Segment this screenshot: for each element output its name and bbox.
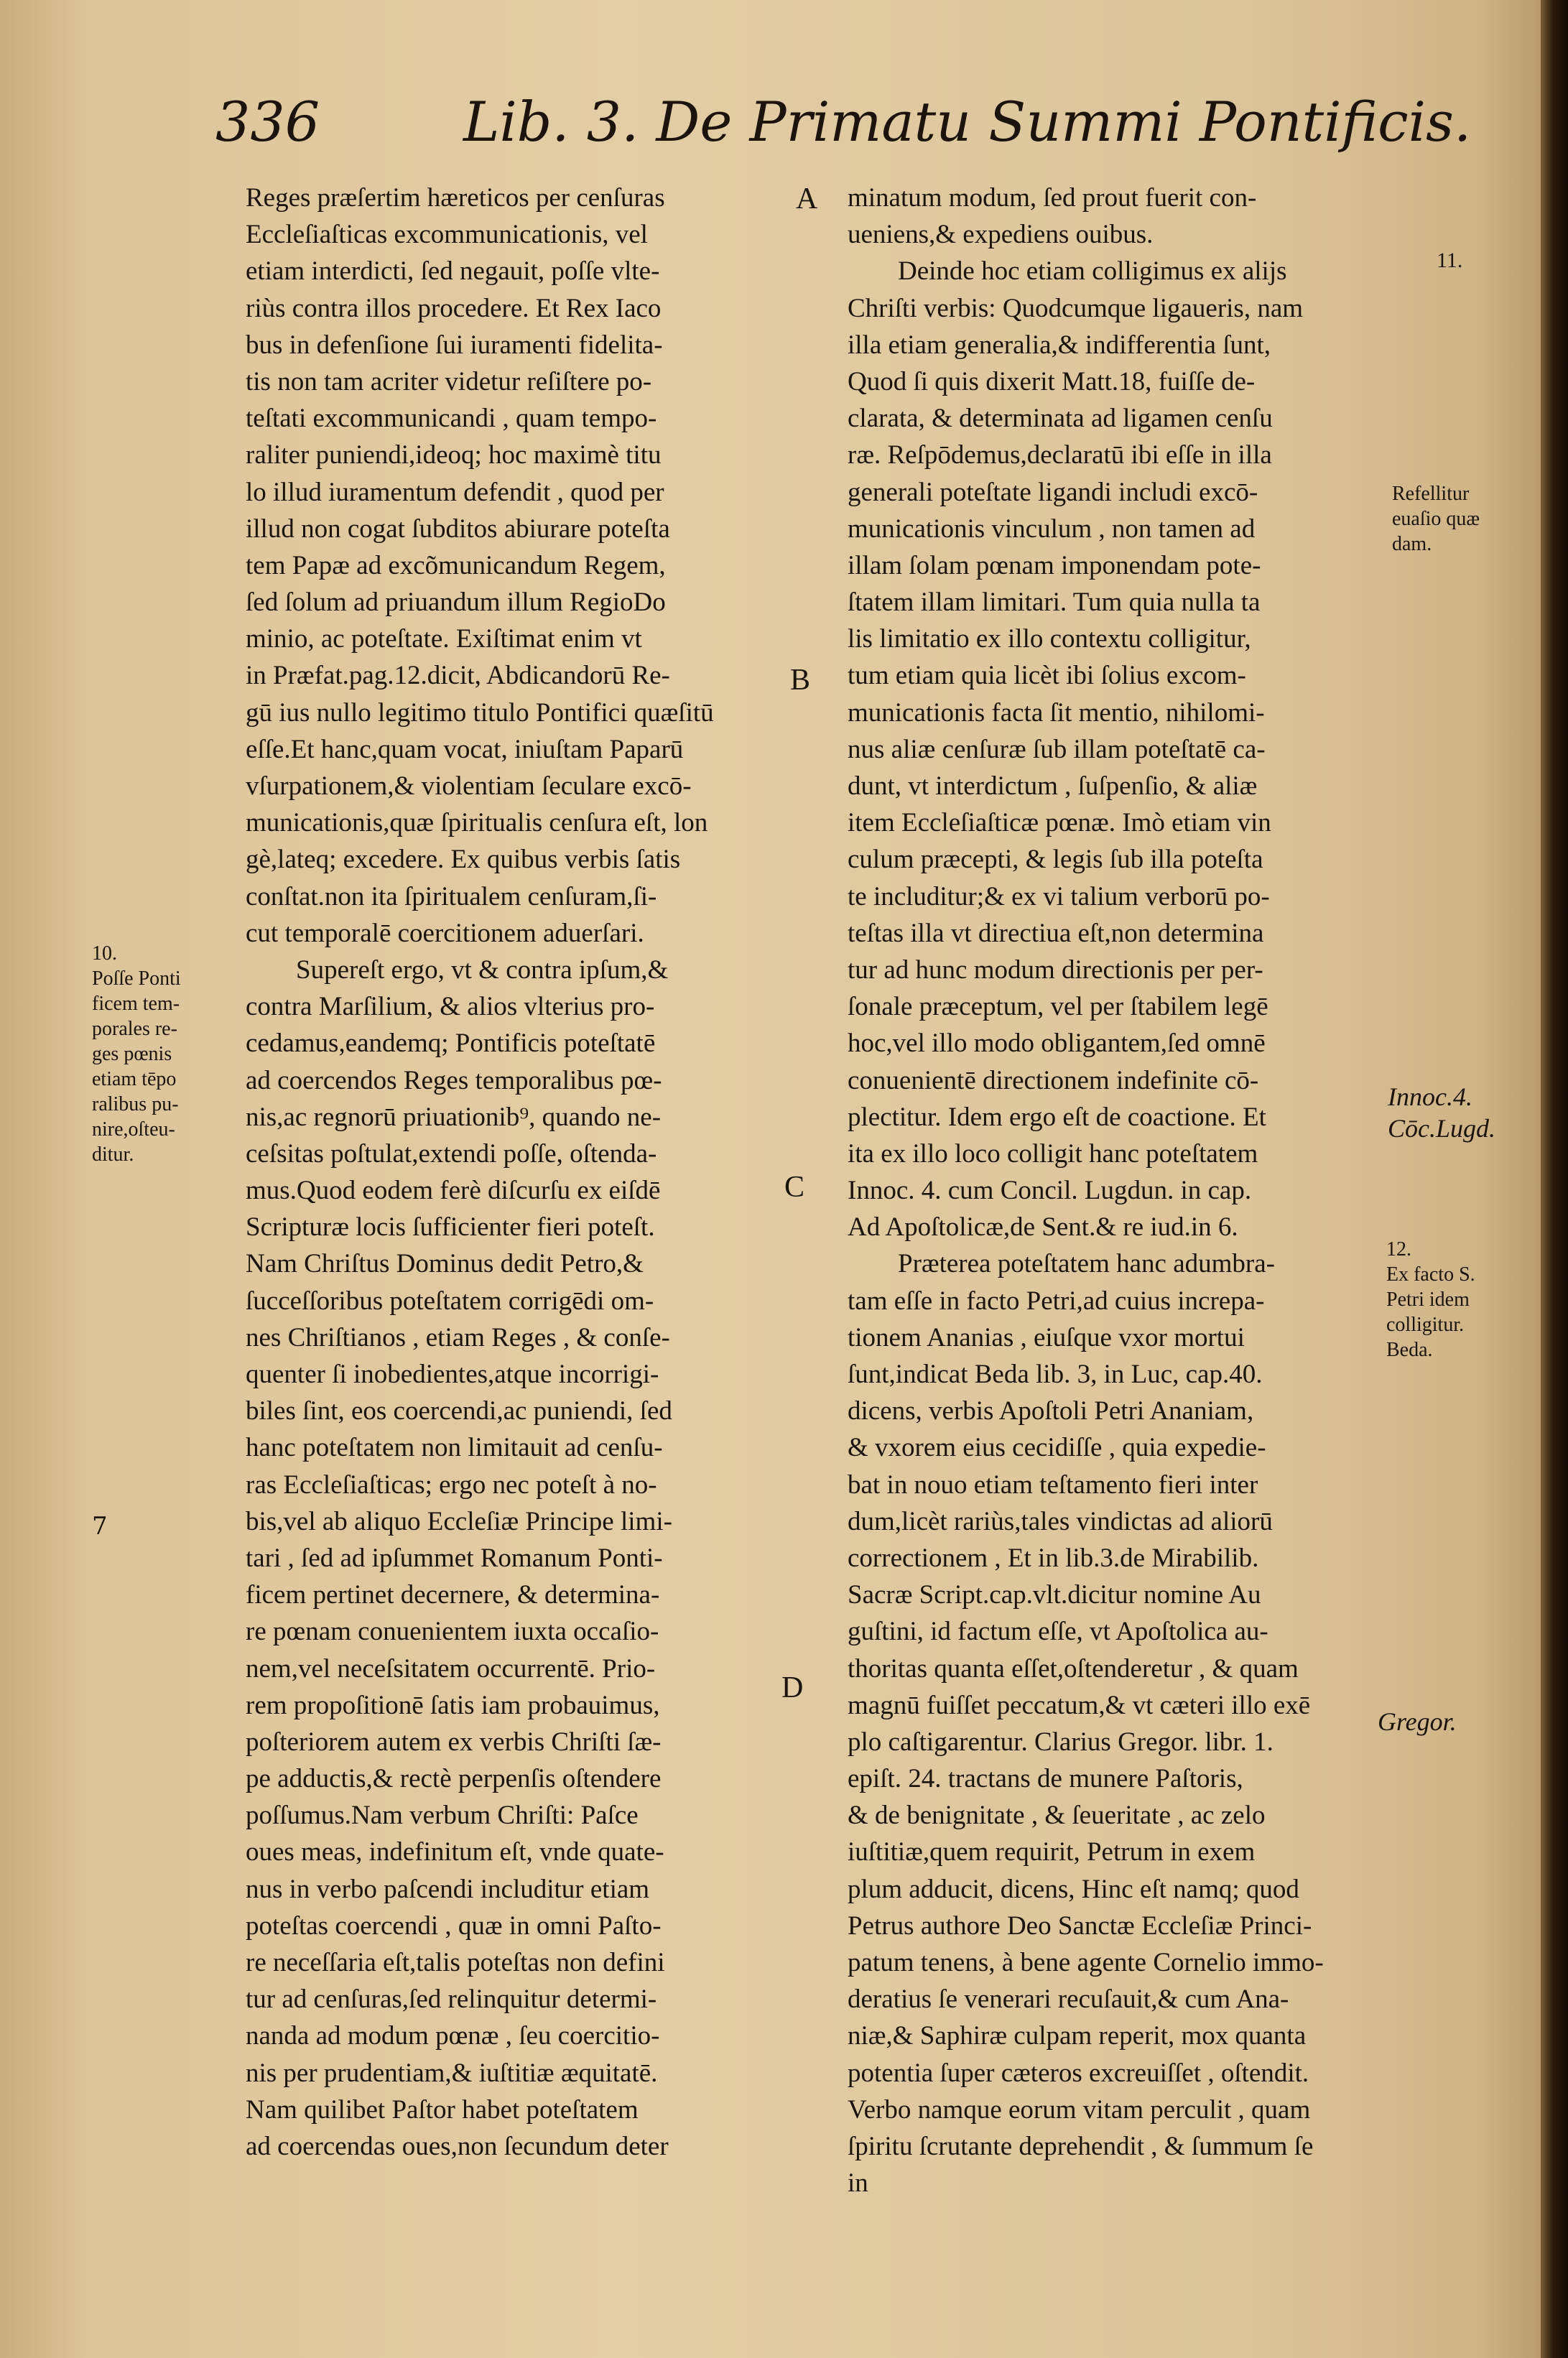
book-edge xyxy=(1541,0,1568,2358)
text-line: raliter puniendi,ideoq; hoc maximè titu xyxy=(246,440,662,470)
text-line: teſtas illa vt directiua eſt,non determina xyxy=(848,918,1264,948)
text-line: re neceſſaria eſt,talis poteſtas non defini xyxy=(246,1948,665,1977)
text-line: poteſtas coercendi , quæ in omni Paſto- xyxy=(246,1911,662,1941)
margin-note-line: Ex facto S. xyxy=(1386,1263,1475,1286)
margin-note-line: 10. xyxy=(92,942,117,965)
margin-note-line: colligitur. xyxy=(1386,1314,1465,1336)
text-line: tionem Ananias , eiuſque vxor mortui xyxy=(848,1322,1245,1352)
text-line: ita ex illo loco colligit hanc poteſtatem xyxy=(848,1138,1258,1169)
text-line: ſunt,indicat Beda lib. 3, in Luc, cap.40. xyxy=(848,1360,1263,1389)
text-line: etiam interdicti, ſed negauit, poſſe vlte- xyxy=(246,256,660,287)
text-line: municationis,quæ ſpiritualis cenſura eſt, lon xyxy=(246,808,708,838)
text-line: eſſe.Et hanc,quam vocat, iniuſtam Paparū xyxy=(246,734,684,764)
text-line: clarata, & determinata ad ligamen cenſu xyxy=(848,404,1273,434)
text-line: patum tenens, à bene agente Cornelio immo- xyxy=(848,1948,1324,1977)
margin-note-line: ditur. xyxy=(92,1143,134,1166)
margin-note-line: ges pœnis xyxy=(92,1043,172,1065)
text-line: tur ad hunc modum directionis per per- xyxy=(848,955,1263,985)
text-line: magnū fuiſſet peccatum,& vt cæteri illo exē xyxy=(848,1690,1311,1720)
text-line: ficem pertinet decernere, & determina- xyxy=(246,1580,660,1610)
margin-note-right-12 xyxy=(1386,1237,1475,1363)
margin-note-line: Beda. xyxy=(1386,1339,1433,1361)
margin-note-line: Refellitur xyxy=(1392,483,1470,505)
text-line: Ad Apoſtolicæ,de Sent.& re iud.in 6. xyxy=(848,1212,1238,1243)
text-line: guſtini, id factum eſſe, vt Apoſtolica au- xyxy=(848,1617,1268,1647)
left-text-column xyxy=(246,180,763,2165)
text-line: Deinde hoc etiam colligimus ex alijs xyxy=(898,256,1287,287)
text-line: pe adductis,& rectè perpenſis oſtendere xyxy=(246,1764,662,1794)
text-line: ſonale præceptum, vel per ſtabilem legē xyxy=(848,992,1268,1022)
text-line: Petrus authore Deo Sanctæ Eccleſiæ Princi- xyxy=(848,1911,1312,1941)
margin-note-line: Poſſe Ponti xyxy=(92,967,181,990)
section-letter-b: B xyxy=(790,664,811,697)
text-line: ræ. Reſpōdemus,declaratū ibi eſſe in illa xyxy=(848,440,1272,470)
text-line: lis limitatio ex illo contextu colligitur, xyxy=(848,624,1251,654)
margin-note-line: 12. xyxy=(1386,1238,1411,1261)
margin-note-line: ficem tem- xyxy=(92,993,180,1015)
text-line: vſurpationem,& violentiam ſeculare excō- xyxy=(246,771,692,801)
running-title: Lib. 3. De Primatu Summi Pontificis. xyxy=(463,90,1472,154)
text-line: correctionem , Et in lib.3.de Mirabilib. xyxy=(848,1543,1259,1573)
text-line: nis,ac regnorū priuationib⁹, quando ne- xyxy=(246,1102,662,1132)
text-line: Nam quilibet Paſtor habet poteſtatem xyxy=(246,2094,639,2125)
text-line: deratius ſe venerari recuſauit,& cum Ana- xyxy=(848,1985,1289,2015)
text-line: gū ius nullo legitimo titulo Pontifici quæſitū xyxy=(246,697,714,728)
text-line: plectitur. Idem ergo eſt de coactione. Et xyxy=(848,1102,1266,1132)
text-line: tum etiam quia licèt ibi ſolius excom- xyxy=(848,661,1246,691)
text-line: hoc,vel illo modo obligantem,ſed omnē xyxy=(848,1029,1266,1059)
text-line: conuenientē directionem indefinite cō- xyxy=(848,1065,1259,1095)
text-line: lo illud iuramentum defendit , quod per xyxy=(246,477,664,507)
margin-note-line: Gregor. xyxy=(1378,1707,1457,1736)
text-line: minio, ac poteſtate. Exiſtimat enim vt xyxy=(246,624,642,654)
text-line: mus.Quod eodem ferè diſcurſu ex eiſdē xyxy=(246,1176,661,1206)
margin-note-line: nire,oſteu- xyxy=(92,1118,175,1141)
text-line: nis per prudentiam,& iuſtitiæ æquitatē. xyxy=(246,2058,658,2088)
margin-note-line: 11. xyxy=(1437,249,1463,272)
text-line: cedamus,eandemq; Pontificis poteſtatē xyxy=(246,1029,656,1059)
text-line: contra Marſilium, & alios vlterius pro- xyxy=(246,992,655,1022)
text-line: nus aliæ cenſuræ ſub illam poteſtatē ca- xyxy=(848,734,1266,764)
text-line: tari , ſed ad ipſummet Romanum Ponti- xyxy=(246,1543,663,1573)
text-line: te includitur;& ex vi talium verborū po- xyxy=(848,881,1270,911)
text-line: gè,lateq; excedere. Ex quibus verbis ſatis xyxy=(246,845,681,875)
text-line: & de benignitate , & ſeueritate , ac zelo xyxy=(848,1801,1266,1831)
text-line: in Præfat.pag.12.dicit, Abdicandorū Re- xyxy=(246,661,670,691)
text-line: oues meas, indefinitum eſt, vnde quate- xyxy=(246,1837,664,1867)
text-line: nanda ad modum pœnæ , ſeu coercitio- xyxy=(246,2021,660,2051)
text-line: iuſtitiæ,quem requirit, Petrum in exem xyxy=(848,1837,1256,1867)
text-line: rem propoſitionē ſatis iam probauimus, xyxy=(246,1690,660,1720)
text-line: Præterea poteſtatem hanc adumbra- xyxy=(898,1249,1275,1279)
text-line: tis non tam acriter videtur reſiſtere po- xyxy=(246,366,652,396)
text-line: Innoc. 4. cum Concil. Lugdun. in cap. xyxy=(848,1176,1252,1206)
margin-note-line: porales re- xyxy=(92,1018,177,1040)
margin-note-left-10 xyxy=(92,941,181,1167)
margin-note-line: Petri idem xyxy=(1386,1289,1470,1311)
text-line: re pœnam conuenientem iuxta occaſio- xyxy=(246,1617,659,1647)
text-line: cut temporalē coercitionem aduerſari. xyxy=(246,918,644,948)
text-line: dicens, verbis Apoſtoli Petri Ananiam, xyxy=(848,1396,1254,1426)
text-line: niæ,& Saphiræ culpam reperit, mox quanta xyxy=(848,2021,1307,2051)
text-line: ad coercendos Reges temporalibus pœ- xyxy=(246,1065,662,1095)
margin-note-line: Cōc.Lugd. xyxy=(1388,1114,1496,1143)
running-head xyxy=(215,83,1472,162)
text-line: hanc poteſtatem non limitauit ad cenſu- xyxy=(246,1433,663,1463)
text-line: Quod ſi quis dixerit Matt.18, fuiſſe de- xyxy=(848,366,1256,396)
text-line: Scripturæ locis ſufficienter fieri poteſt. xyxy=(246,1212,655,1243)
text-line: Reges præſertim hæreticos per cenſuras xyxy=(246,183,665,213)
text-line: nes Chriſtianos , etiam Reges , & conſe- xyxy=(246,1322,670,1352)
text-line: ueniens,& expediens ouibus. xyxy=(848,220,1154,250)
text-line: nus in verbo paſcendi includitur etiam xyxy=(246,1874,650,1904)
text-line: Eccleſiaſticas excommunicationis, vel xyxy=(246,220,648,250)
text-line: ſucceſſoribus poteſtatem corrigēdi om- xyxy=(246,1286,654,1316)
text-line: riùs contra illos procedere. Et Rex Iaco xyxy=(246,293,662,323)
margin-note-line: etiam tēpo xyxy=(92,1068,177,1090)
text-line: bat in nouo etiam teſtamento fieri inter xyxy=(848,1470,1258,1500)
text-line: poſſumus.Nam verbum Chriſti: Paſce xyxy=(246,1801,639,1831)
section-letter-a: A xyxy=(796,182,818,215)
text-line: dum,licèt rariùs,tales vindictas ad aliorū xyxy=(848,1506,1273,1536)
margin-note-line: ralibus pu- xyxy=(92,1093,179,1115)
text-line: poſteriorem autem ex verbis Chriſti ſæ- xyxy=(246,1727,662,1757)
text-line: conſtat.non ita ſpiritualem cenſuram,ſi- xyxy=(246,881,657,911)
text-line: nem,vel neceſsitatem occurrentē. Prio- xyxy=(246,1653,656,1684)
text-line: plum adducit, dicens, Hinc eſt namq; quod xyxy=(848,1874,1299,1904)
margin-note-line: euaſio quæ xyxy=(1392,508,1480,530)
text-line: illud non cogat ſubditos abiurare poteſta xyxy=(246,514,670,544)
text-line: ad coercendas oues,non ſecundum deter xyxy=(246,2131,669,2161)
margin-note-refellitur xyxy=(1392,481,1480,557)
text-line: tam eſſe in facto Petri,ad cuius increpa- xyxy=(848,1286,1265,1316)
text-line: bus in defenſione ſui iuramenti fidelita- xyxy=(246,330,663,360)
text-line: biles ſint, eos coercendi,ac puniendi, ſed xyxy=(246,1396,672,1426)
page-number: 336 xyxy=(215,90,320,154)
text-line: Sacræ Script.cap.vlt.dicitur nomine Au xyxy=(848,1580,1261,1610)
text-line: ſpiritu ſcrutante deprehendit , & ſummum ſe xyxy=(848,2131,1314,2161)
section-letter-c: C xyxy=(784,1171,805,1204)
text-line: in xyxy=(848,2168,868,2199)
text-line: Verbo namque eorum vitam perculit , quam xyxy=(848,2094,1311,2125)
text-line: tem Papæ ad excõmunicandum Regem, xyxy=(246,550,666,580)
margin-note-line: dam. xyxy=(1392,533,1432,555)
text-line: thoritas quanta eſſet,oſtenderetur , & quam xyxy=(848,1653,1299,1684)
text-line: municationis vinculum , non tamen ad xyxy=(848,514,1256,544)
text-line: Chriſti verbis: Quodcumque ligaueris, nam xyxy=(848,293,1304,323)
margin-note-right-11 xyxy=(1437,248,1462,273)
text-line: & vxorem eius cecidiſſe , quia expedie- xyxy=(848,1433,1266,1463)
text-line: illam ſolam pœnam imponendam pote- xyxy=(848,550,1261,580)
margin-note-line: Innoc.4. xyxy=(1388,1082,1472,1111)
text-line: tur ad cenſuras,ſed relinquitur determi- xyxy=(246,1985,657,2015)
text-line: teſtati excommunicandi , quam tempo- xyxy=(246,404,657,434)
text-line: generali poteſtate ligandi includi excō- xyxy=(848,477,1258,507)
text-line: Nam Chriſtus Dominus dedit Petro,& xyxy=(246,1249,644,1279)
text-line: plo caſtigarentur. Clarius Gregor. libr. 1. xyxy=(848,1727,1274,1757)
text-line: potentia ſuper cæteros excreuiſſet , oſtendit. xyxy=(848,2058,1309,2088)
text-line: epiſt. 24. tractans de munere Paſtoris, xyxy=(848,1764,1243,1794)
text-line: dunt, vt interdictum , ſuſpenſio, & aliæ xyxy=(848,771,1258,801)
text-line: ceſsitas poſtulat,extendi poſſe, oſtenda- xyxy=(246,1138,657,1169)
margin-note-innoc xyxy=(1388,1081,1495,1144)
text-line: Supereſt ergo, vt & contra ipſum,& xyxy=(296,955,669,985)
margin-note-gregor xyxy=(1378,1706,1457,1737)
text-line: ſed ſolum ad priuandum illum RegioDo xyxy=(246,588,666,618)
section-letter-d: D xyxy=(781,1671,804,1704)
text-line: culum præcepti, & legis ſub illa poteſta xyxy=(848,845,1263,875)
text-line: ras Eccleſiaſticas; ergo nec poteſt à no- xyxy=(246,1470,657,1500)
text-line: municationis facta ſit mentio, nihilomi- xyxy=(848,697,1265,728)
text-line: illa etiam generalia,& indifferentia ſunt, xyxy=(848,330,1271,360)
text-line: quenter ſi inobedientes,atque incorrigi- xyxy=(246,1360,659,1389)
text-line: ſtatem illam limitari. Tum quia nulla ta xyxy=(848,588,1261,618)
right-text-column xyxy=(848,180,1379,2201)
stray-mark: 7 xyxy=(92,1512,108,1541)
text-line: bis,vel ab aliquo Eccleſiæ Principe limi- xyxy=(246,1506,672,1536)
text-line: item Eccleſiaſticæ pœnæ. Imò etiam vin xyxy=(848,808,1271,838)
text-line: minatum modum, ſed prout fuerit con- xyxy=(848,183,1257,213)
